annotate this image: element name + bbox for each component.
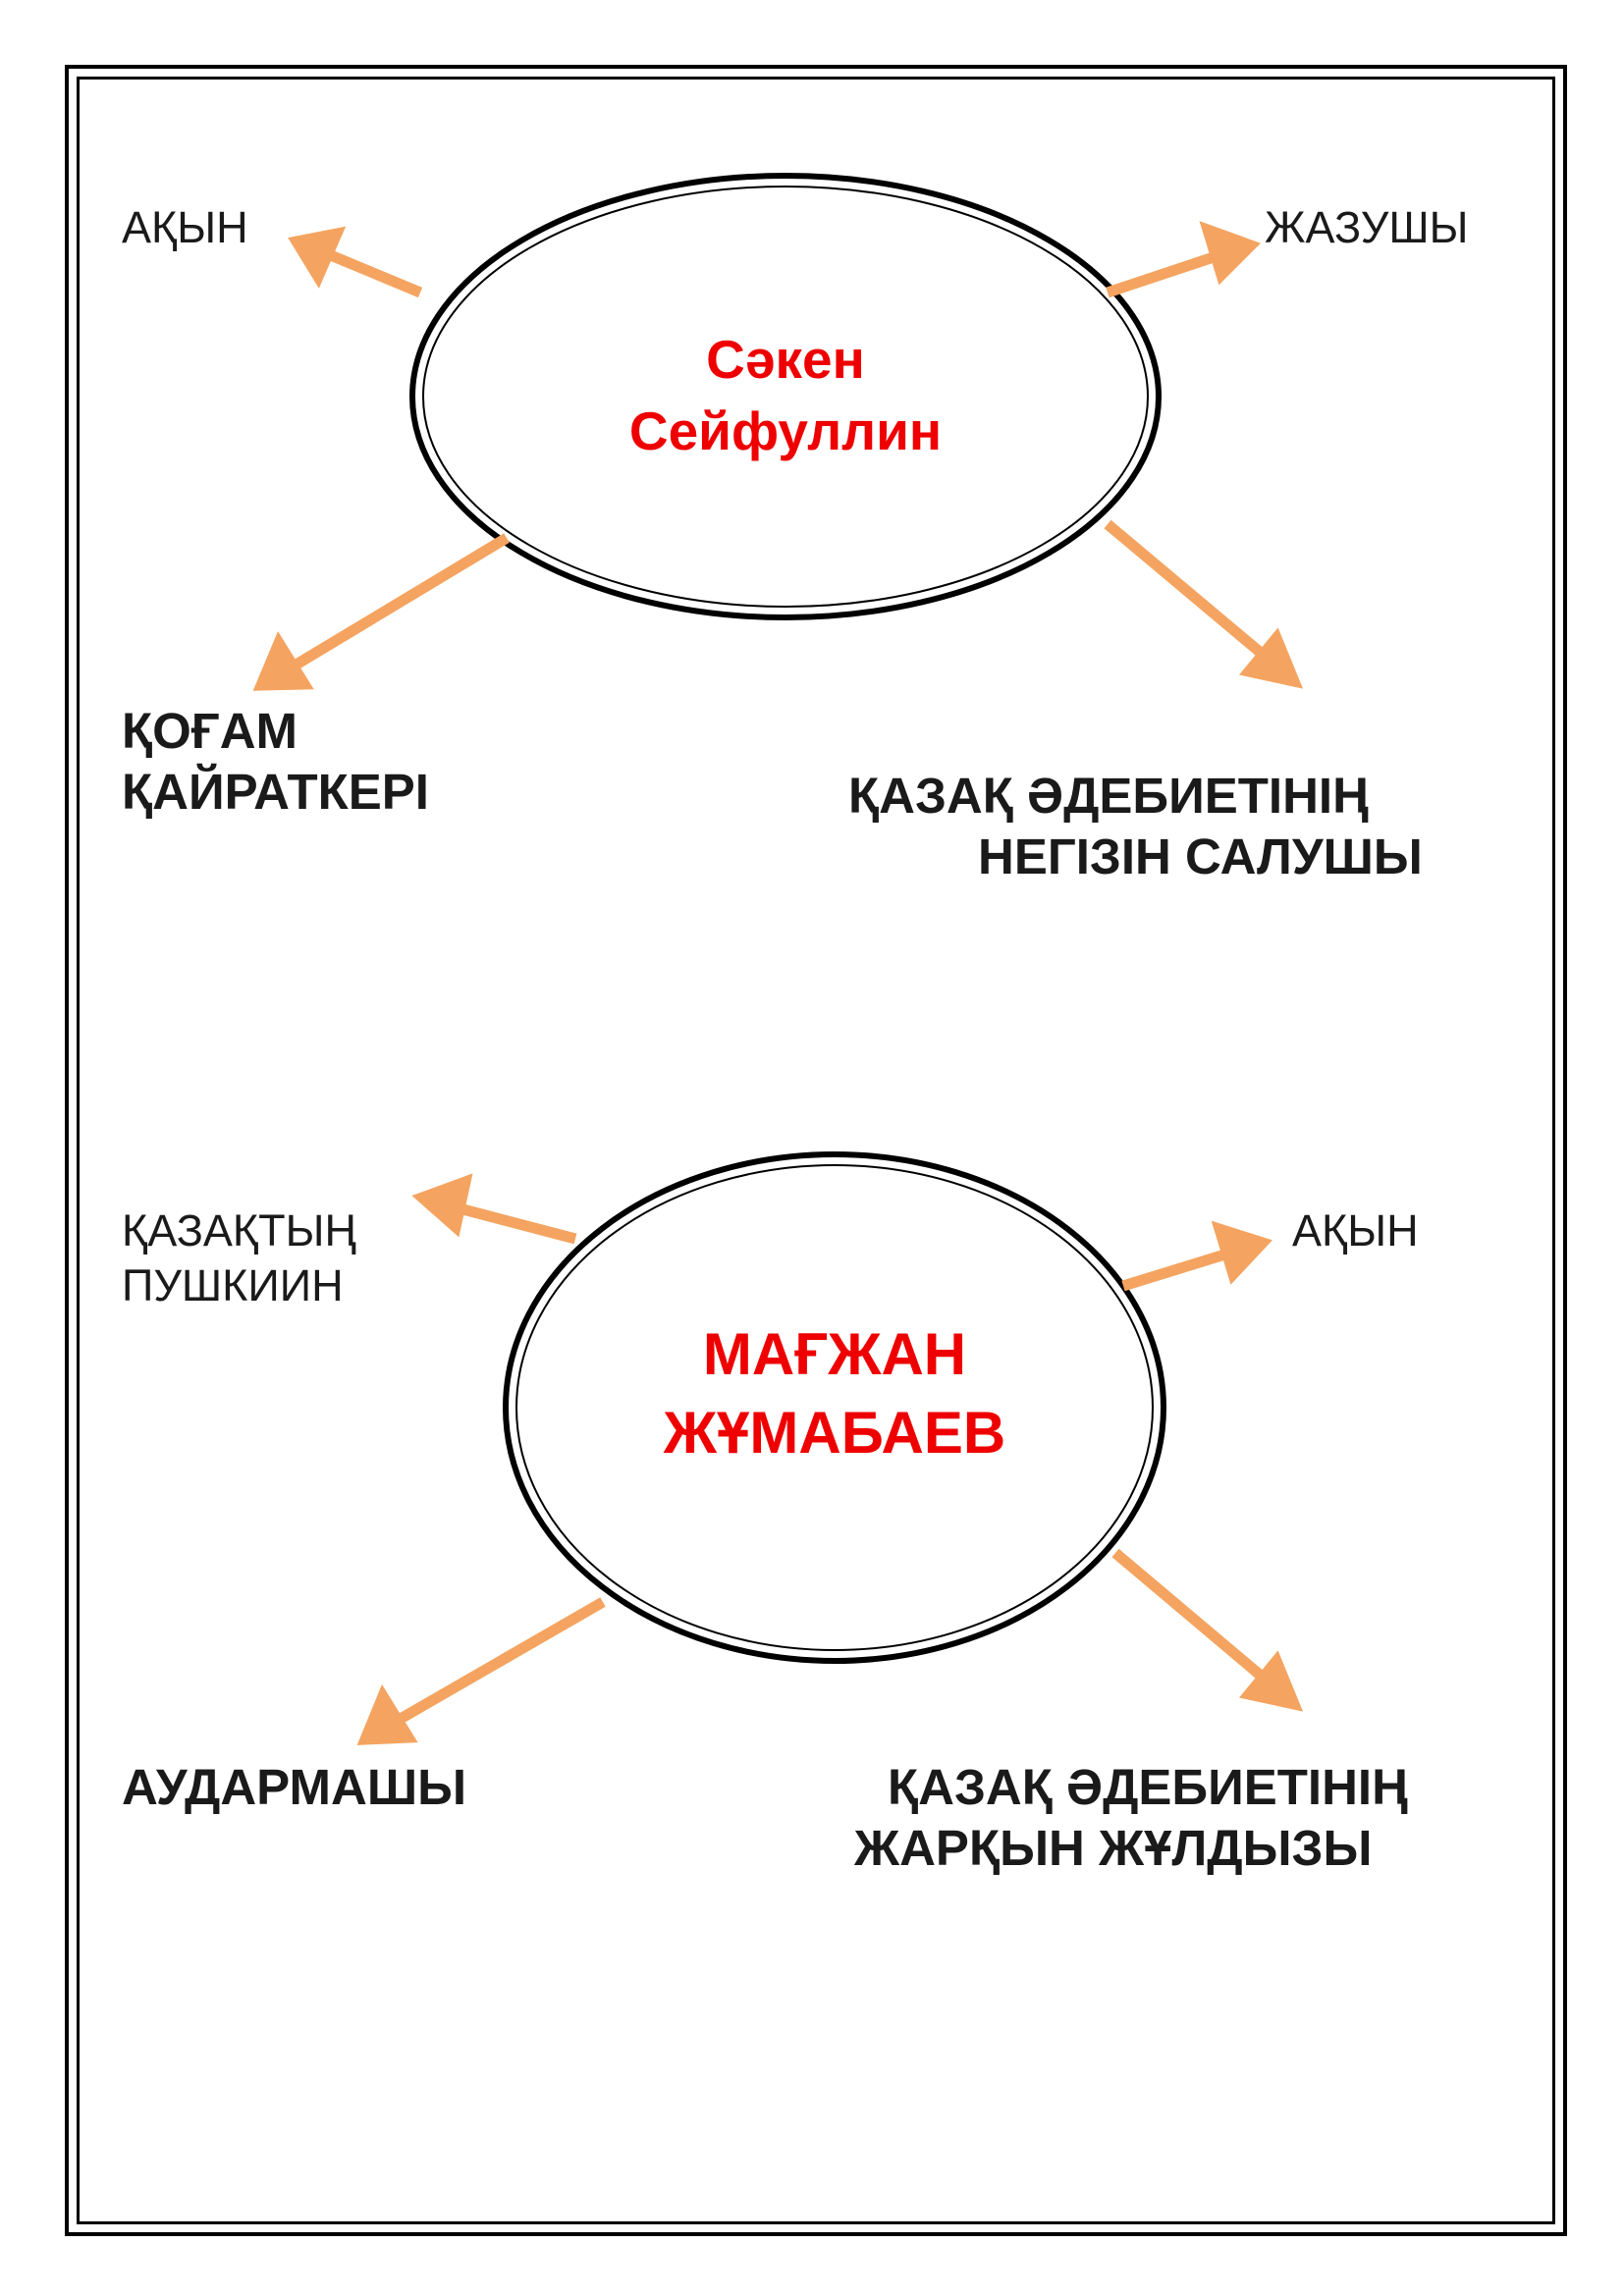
label-akyn-2: АҚЫН [1292, 1205, 1419, 1255]
arrow-to-zhazushy [1108, 230, 1251, 293]
center-title-line1: Сәкен [706, 329, 865, 390]
label-line1: ҚАЗАҚ ӘДЕБИЕТІНІҢ [848, 768, 1369, 824]
arrow-to-audarmashy [365, 1602, 603, 1739]
center-title-line2: Сейфуллин [628, 400, 943, 461]
label-kazaktyn-pushkiin [122, 1203, 356, 1313]
label-akyn-1: АҚЫН [122, 202, 248, 252]
label-line2: ЖАРҚЫН ЖҰЛДЫЗЫ [854, 1820, 1373, 1876]
center-title-seifullin [589, 324, 982, 467]
center-title-line2: ЖҰМАБАЕВ [663, 1400, 1006, 1466]
label-zharkyn-zhuldyzy [854, 1757, 1408, 1879]
label-audarmashy: АУДАРМАШЫ [122, 1759, 467, 1815]
label-negizin-salushy [848, 766, 1423, 887]
center-title-line1: МАҒЖАН [702, 1321, 967, 1387]
label-line1: ҚОҒАМ [122, 703, 298, 759]
arrow-to-akyn-2 [1123, 1229, 1263, 1286]
label-line1: ҚАЗАҚ ӘДЕБИЕТІНІҢ [888, 1759, 1408, 1815]
label-line2: ПУШКИИН [122, 1260, 344, 1310]
label-kogam-kairatkeri [122, 701, 429, 823]
arrow-to-kazaktyn-pushkiin [422, 1182, 575, 1239]
arrow-to-negizin-salushy [1108, 524, 1294, 681]
arrow-to-akyn-1 [297, 234, 420, 293]
arrow-to-kogam-kairatkeri [261, 538, 507, 685]
label-zhazushy: ЖАЗУШЫ [1265, 202, 1469, 252]
label-line2: ҚАЙРАТКЕРІ [122, 764, 429, 820]
arrow-to-zharkyn-zhuldyzy [1115, 1553, 1294, 1704]
label-line2: НЕГІЗІН САЛУШЫ [978, 828, 1423, 884]
label-line1: ҚАЗАҚТЫҢ [122, 1205, 356, 1255]
center-title-zhumabaev [589, 1315, 1080, 1472]
